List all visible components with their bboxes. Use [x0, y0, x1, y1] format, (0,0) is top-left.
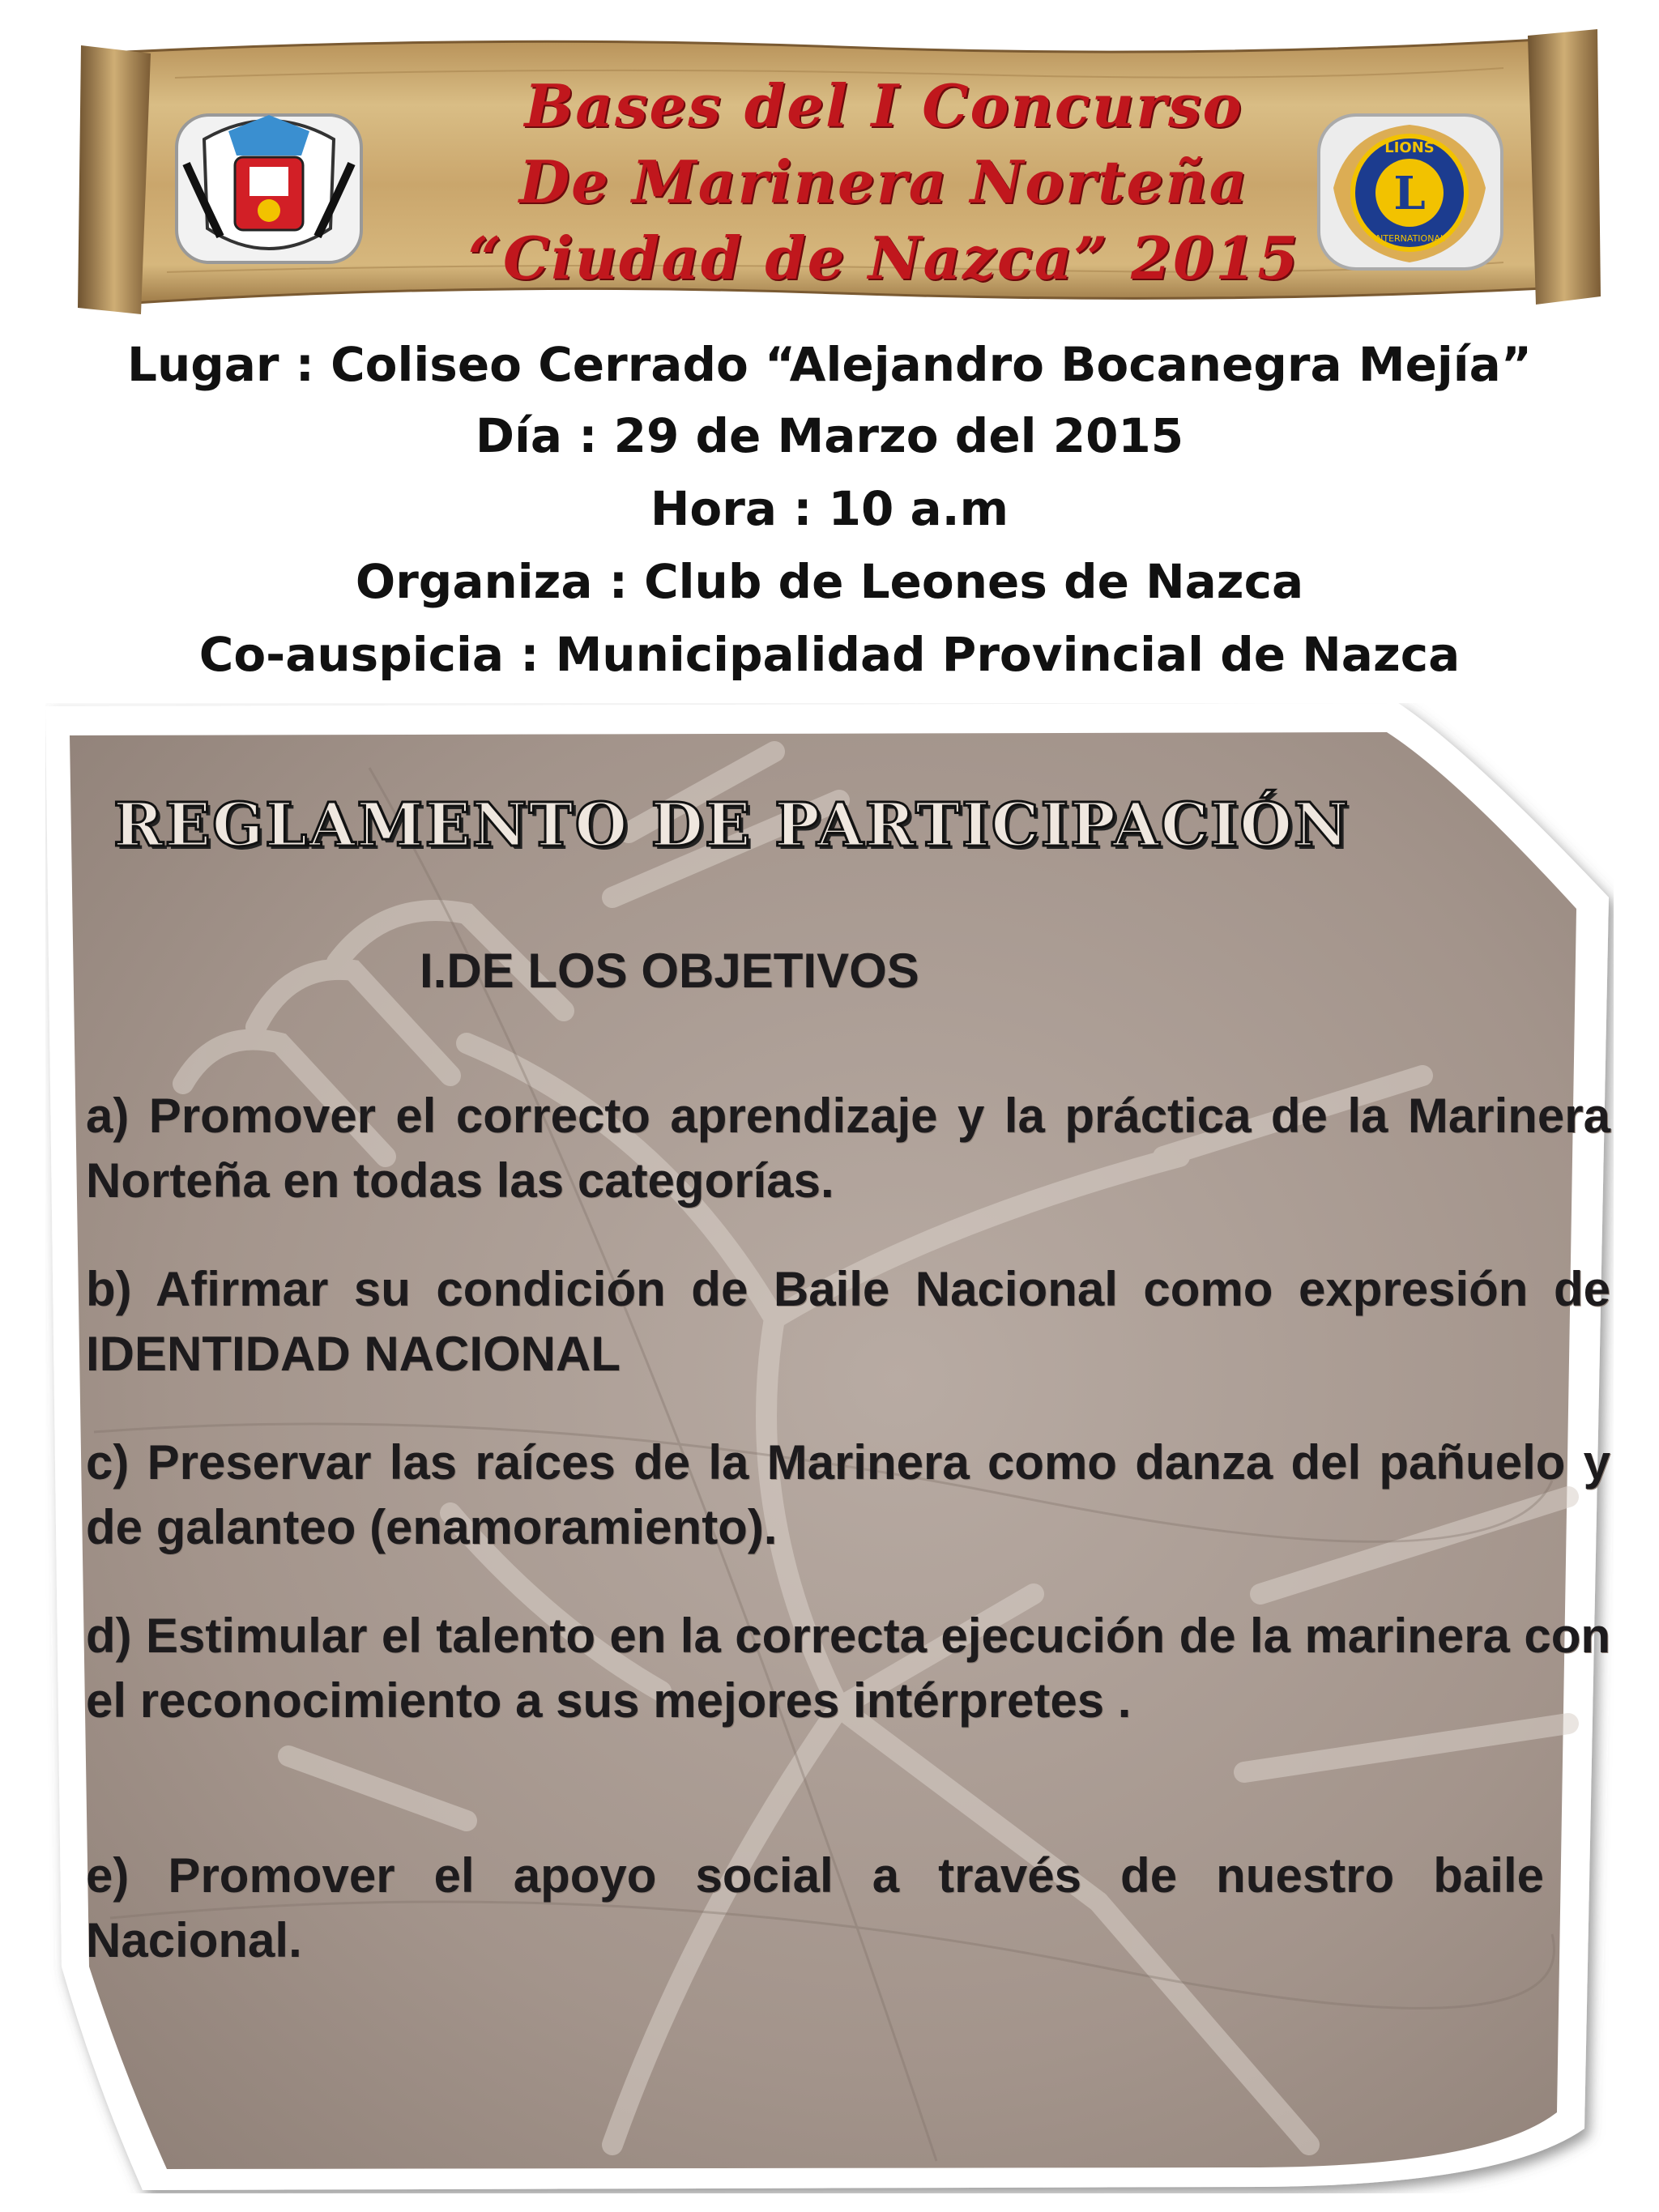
objective-d: d) Estimular el talento en la correcta ejecución de la marinera con el reconocimiento a sus mejores intérpretes . — [86, 1609, 1610, 1728]
banner-title-line-3: “Ciudad de Nazca” 2015 — [467, 224, 1300, 292]
banner-title-line-2: De Marinera Norteña — [518, 147, 1249, 216]
objective-b: b) Afirmar su condición de Baile Nacional como expresión de IDENTIDAD NACIONAL — [86, 1262, 1610, 1381]
banner-title-line-1: Bases del I Concurso — [524, 71, 1243, 140]
event-organiza: Organiza : Club de Leones de Nazca — [355, 554, 1304, 609]
objective-e: e) Promover el apoyo social a través de nuestro baile Nacional. — [86, 1848, 1544, 1967]
event-dia: Día : 29 de Marzo del 2015 — [475, 408, 1184, 463]
lions-text: LIONS — [1384, 139, 1435, 156]
lions-letter: L — [1393, 167, 1426, 220]
municipal-coat-of-arms-icon — [172, 107, 366, 269]
reglamento-heading: REGLAMENTO DE PARTICIPACIÓN — [113, 791, 1350, 860]
lions-club-emblem-icon — [1312, 107, 1507, 277]
objective-c: c) Preservar las raíces de la Marinera como danza del pañuelo y de galanteo (enamoramiento). — [86, 1435, 1610, 1554]
rules-panel — [45, 703, 1614, 2193]
event-coauspicia: Co-auspicia : Municipalidad Provincial de Nazca — [198, 627, 1461, 682]
objective-a: a) Promover el correcto aprendizaje y la práctica de la Marinera Norteña en todas las categorías. — [86, 1089, 1610, 1208]
title-banner — [78, 29, 1601, 321]
event-lugar: Lugar : Coliseo Cerrado “Alejandro Bocanegra Mejía” — [127, 337, 1532, 392]
lions-subtext: INTERNATIONAL — [1373, 233, 1446, 244]
event-hora: Hora : 10 a.m — [650, 481, 1009, 536]
objectives-section-title: I.DE LOS OBJETIVOS — [420, 944, 919, 998]
banner-title — [345, 68, 1422, 296]
